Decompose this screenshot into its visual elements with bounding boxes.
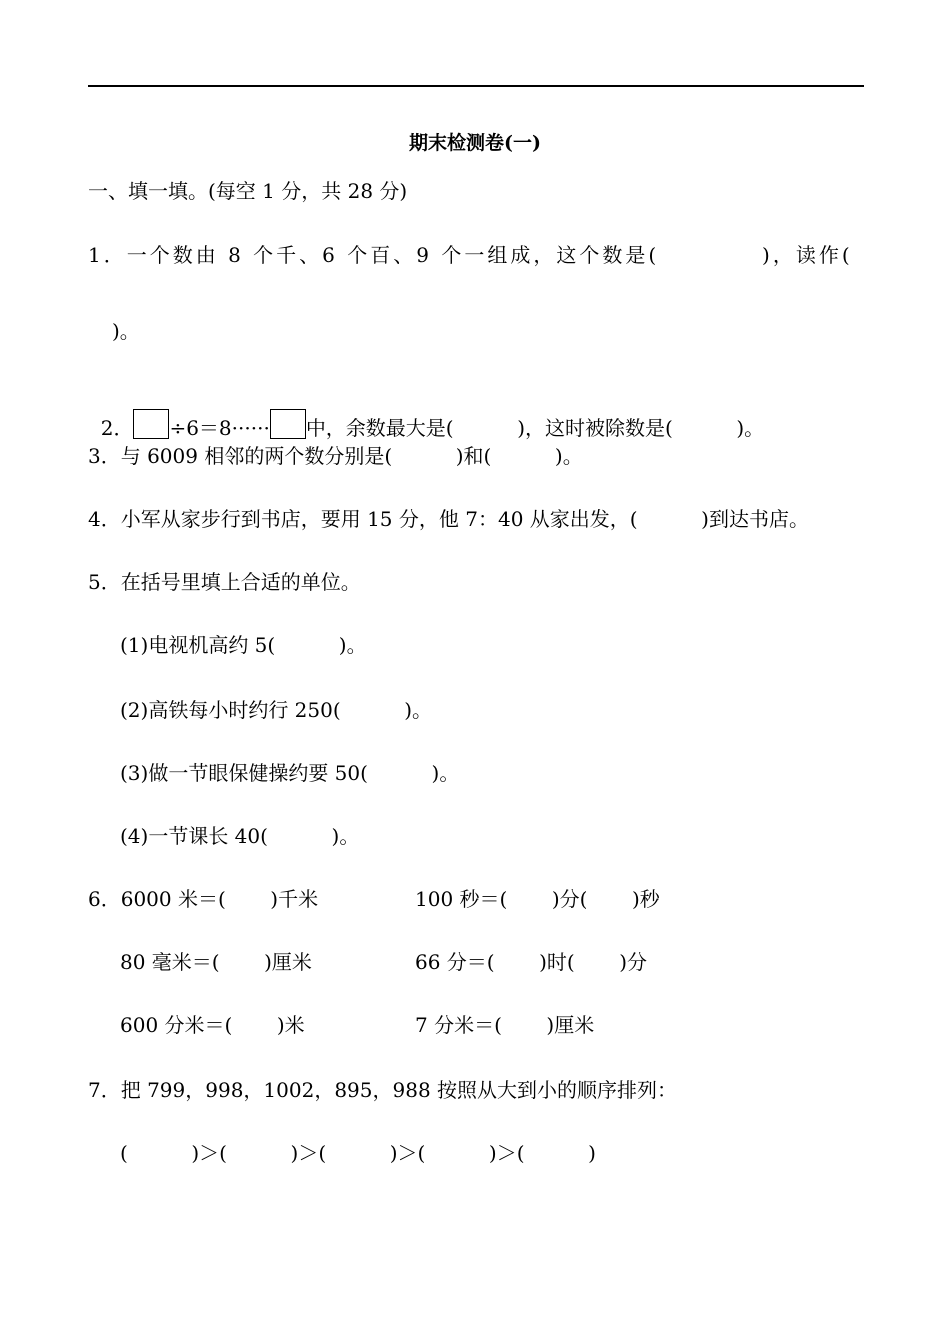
top-rule <box>88 85 864 87</box>
question-2-expression: ÷6＝8······ <box>169 416 270 440</box>
question-3: 3．与 6009 相邻的两个数分别是( )和( )。 <box>88 444 583 468</box>
question-6-row-3-left: 600 分米＝( )米 <box>120 1013 305 1037</box>
question-4: 4．小军从家步行到书店，要用 15 分，他 7：40 从家出发，( )到达书店。 <box>88 507 809 531</box>
question-2-rest: 中，余数最大是( )，这时被除数是( )。 <box>305 416 765 440</box>
page-title: 期末检测卷(一) <box>409 132 541 154</box>
question-5-item-2: (2)高铁每小时约行 250( )。 <box>120 698 433 722</box>
question-5-item-1: (1)电视机高约 5( )。 <box>120 633 367 657</box>
question-1-line1: 1．一个数由 8 个千、6 个百、9 个一组成，这个数是( )，读作( <box>88 243 853 267</box>
question-6-row-1-left: 6．6000 米＝( )千米 <box>88 887 319 911</box>
question-6-row-3-right: 7 分米＝( )厘米 <box>415 1013 595 1037</box>
section-heading: 一、填一填。(每空 1 分，共 28 分) <box>88 179 408 203</box>
blank-box-remainder[interactable] <box>270 409 306 439</box>
question-6-row-2-right: 66 分＝( )时( )分 <box>415 950 648 974</box>
question-1-line2: )。 <box>112 319 140 343</box>
question-5-item-4: (4)一节课长 40( )。 <box>120 824 360 848</box>
question-7-answer-line: ( )＞( )＞( )＞( )＞( ) <box>120 1141 596 1165</box>
blank-box-dividend[interactable] <box>133 409 169 439</box>
question-2-number: 2． <box>100 416 134 440</box>
question-5-item-3: (3)做一节眼保健操约要 50( )。 <box>120 761 460 785</box>
question-2 <box>88 383 764 441</box>
question-6-row-1-right: 100 秒＝( )分( )秒 <box>415 887 660 911</box>
question-7-stem: 7．把 799，998，1002，895，988 按照从大到小的顺序排列： <box>88 1078 678 1102</box>
question-6-row-2-left: 80 毫米＝( )厘米 <box>120 950 312 974</box>
question-5-stem: 5．在括号里填上合适的单位。 <box>88 570 361 594</box>
